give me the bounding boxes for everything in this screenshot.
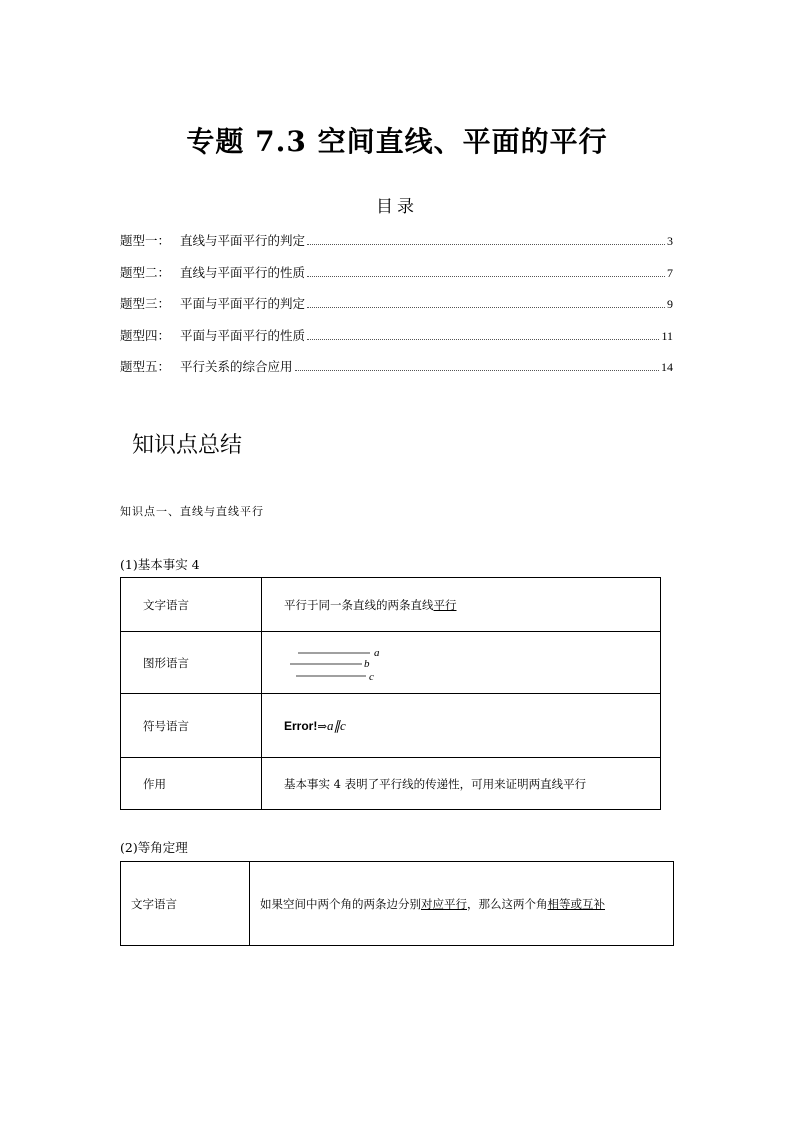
toc-entry-label: 题型五： <box>120 359 171 374</box>
toc-leader-dots <box>307 275 665 277</box>
section-title: 知识点总结 <box>132 433 243 458</box>
toc-entry[interactable] <box>120 357 673 389</box>
toc-entry-label: 题型四： <box>120 327 171 343</box>
toc-entry-title: 直线与平面平行的性质 <box>180 264 306 280</box>
row-label: 符号语言 <box>121 694 262 758</box>
underlined-answer: 平行 <box>433 597 457 612</box>
toc-entry-label: 题型二： <box>120 264 171 280</box>
implies-arrow: ⇒ <box>317 718 327 733</box>
toc-entry-title: 直线与平面平行的判定 <box>180 233 306 248</box>
label-c: c <box>369 670 374 683</box>
equal-angle-subtitle: (2)等角定理 <box>120 840 188 855</box>
row-label: 文字语言 <box>121 862 250 946</box>
table-row <box>121 862 674 946</box>
label-b: b <box>364 657 370 670</box>
toc-entry-page: 9 <box>667 297 673 311</box>
toc-entry-label: 题型三： <box>120 296 171 311</box>
label-a: a <box>374 646 380 659</box>
underlined-answer: 对应平行 <box>421 896 467 911</box>
table-row <box>121 694 661 758</box>
toc-entry[interactable] <box>120 263 673 295</box>
row-content <box>250 862 674 946</box>
row-label: 文字语言 <box>121 578 262 632</box>
row-label: 图形语言 <box>121 632 262 694</box>
toc-entry[interactable] <box>120 231 673 263</box>
toc-heading: 目录 <box>376 197 418 217</box>
row-content <box>262 694 661 758</box>
toc-entry-title: 平面与平面平行的判定 <box>180 296 306 311</box>
symbol-expression: a∥c <box>326 717 346 733</box>
knowledge-point-title: 知识点一、直线与直线平行 <box>120 505 264 518</box>
toc-entry-title: 平面与平面平行的性质 <box>180 327 306 343</box>
row-label: 作用 <box>121 758 262 810</box>
table-row <box>121 758 661 810</box>
statement-text: 如果空间中两个角的两条边分别 <box>260 896 421 911</box>
parallel-lines-figure <box>284 643 394 683</box>
row-content: 基本事实 4 表明了平行线的传递性，可用来证明两直线平行 <box>262 758 661 810</box>
toc-entry-page: 7 <box>667 265 673 280</box>
toc-entry[interactable] <box>120 326 673 358</box>
error-field: Error! <box>284 718 318 733</box>
fact4-subtitle: (1)基本事实 4 <box>120 557 200 572</box>
fact4-table <box>120 577 661 810</box>
document-title: 专题 7.3 空间直线、平面的平行 <box>186 125 608 158</box>
toc-entry-page: 14 <box>661 360 673 374</box>
equal-angle-table <box>120 861 674 946</box>
table-row <box>121 632 661 694</box>
toc-leader-dots <box>307 306 665 308</box>
toc-leader-dots <box>295 369 659 371</box>
row-content <box>262 632 661 694</box>
toc-leader-dots <box>307 243 665 245</box>
statement-text: ，那么这两个角 <box>467 896 548 911</box>
toc-entry-page: 11 <box>661 328 673 343</box>
row-content <box>262 578 661 632</box>
toc-entry-title: 平行关系的综合应用 <box>180 359 293 374</box>
toc-entry[interactable] <box>120 294 673 326</box>
toc-entry-label: 题型一： <box>120 233 171 248</box>
underlined-answer: 相等或互补 <box>547 896 605 911</box>
statement-text: 平行于同一条直线的两条直线 <box>284 597 434 612</box>
toc-leader-dots <box>307 338 659 340</box>
toc-entry-page: 3 <box>667 234 673 248</box>
table-of-contents <box>120 231 673 389</box>
table-row <box>121 578 661 632</box>
